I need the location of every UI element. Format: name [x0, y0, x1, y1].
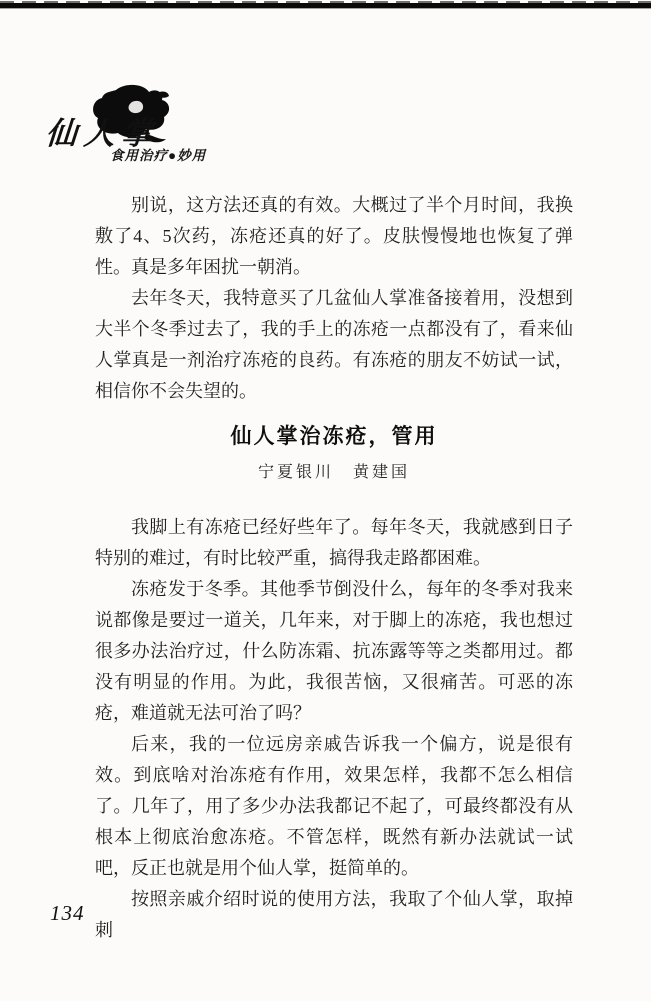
article-byline: 宁夏银川 黄建国: [257, 464, 410, 481]
logo-title: 仙人掌: [44, 116, 162, 151]
paragraph: 别说，这方法还真的有效。大概过了半个月时间，我换敷了4、5次药，冻疮还真的好了。皮肤慢慢地也恢复了弹性。真是多年困扰一朝消。: [95, 195, 573, 277]
text-column: [95, 190, 573, 946]
paragraph: 我脚上有冻疮已经好些年了。每年冬天，我就感到日子特别的难过，有时比较严重，搞得我走路都困难。: [95, 517, 573, 568]
article-title: 仙人掌治冻疮，管用: [230, 424, 438, 448]
logo-subtitle: 食用治疗●妙用: [110, 148, 207, 163]
book-logo: [46, 90, 236, 172]
paragraph: 后来，我的一位远房亲戚告诉我一个偏方，说是很有效。到底啥对治冻疮有作用，效果怎样，我都不怎么相信了。几年了，用了多少办法我都记不起了，可最终都没有从根本上彻底治愈冻疮。不管怎样，既然有新办法就试一试吧，反正也就是用个仙人掌，挺简单的。: [95, 734, 573, 878]
paragraph: 按照亲戚介绍时说的使用方法，我取了个仙人掌，取掉刺: [95, 889, 573, 940]
top-rule-divider: [0, 3, 651, 8]
paragraph: 去年冬天，我特意买了几盆仙人掌准备接着用，没想到大半个冬季过去了，我的手上的冻疮一点都没有了，看来仙人掌真是一剂治疗冻疮的良药。有冻疮的朋友不妨试一试，相信你不会失望的。: [95, 288, 573, 401]
page-number: 134: [50, 901, 85, 925]
paragraph: 冻疮发于冬季。其他季节倒没什么，每年的冬季对我来说都像是要过一道关，几年来，对于脚上的冻疮，我也想过很多办法治疗过，什么防冻霜、抗冻露等等之类都用过。都没有明显的作用。为此，我很苦恼，又很痛苦。可恶的冻疮，难道就无法可治了吗？: [95, 579, 573, 723]
